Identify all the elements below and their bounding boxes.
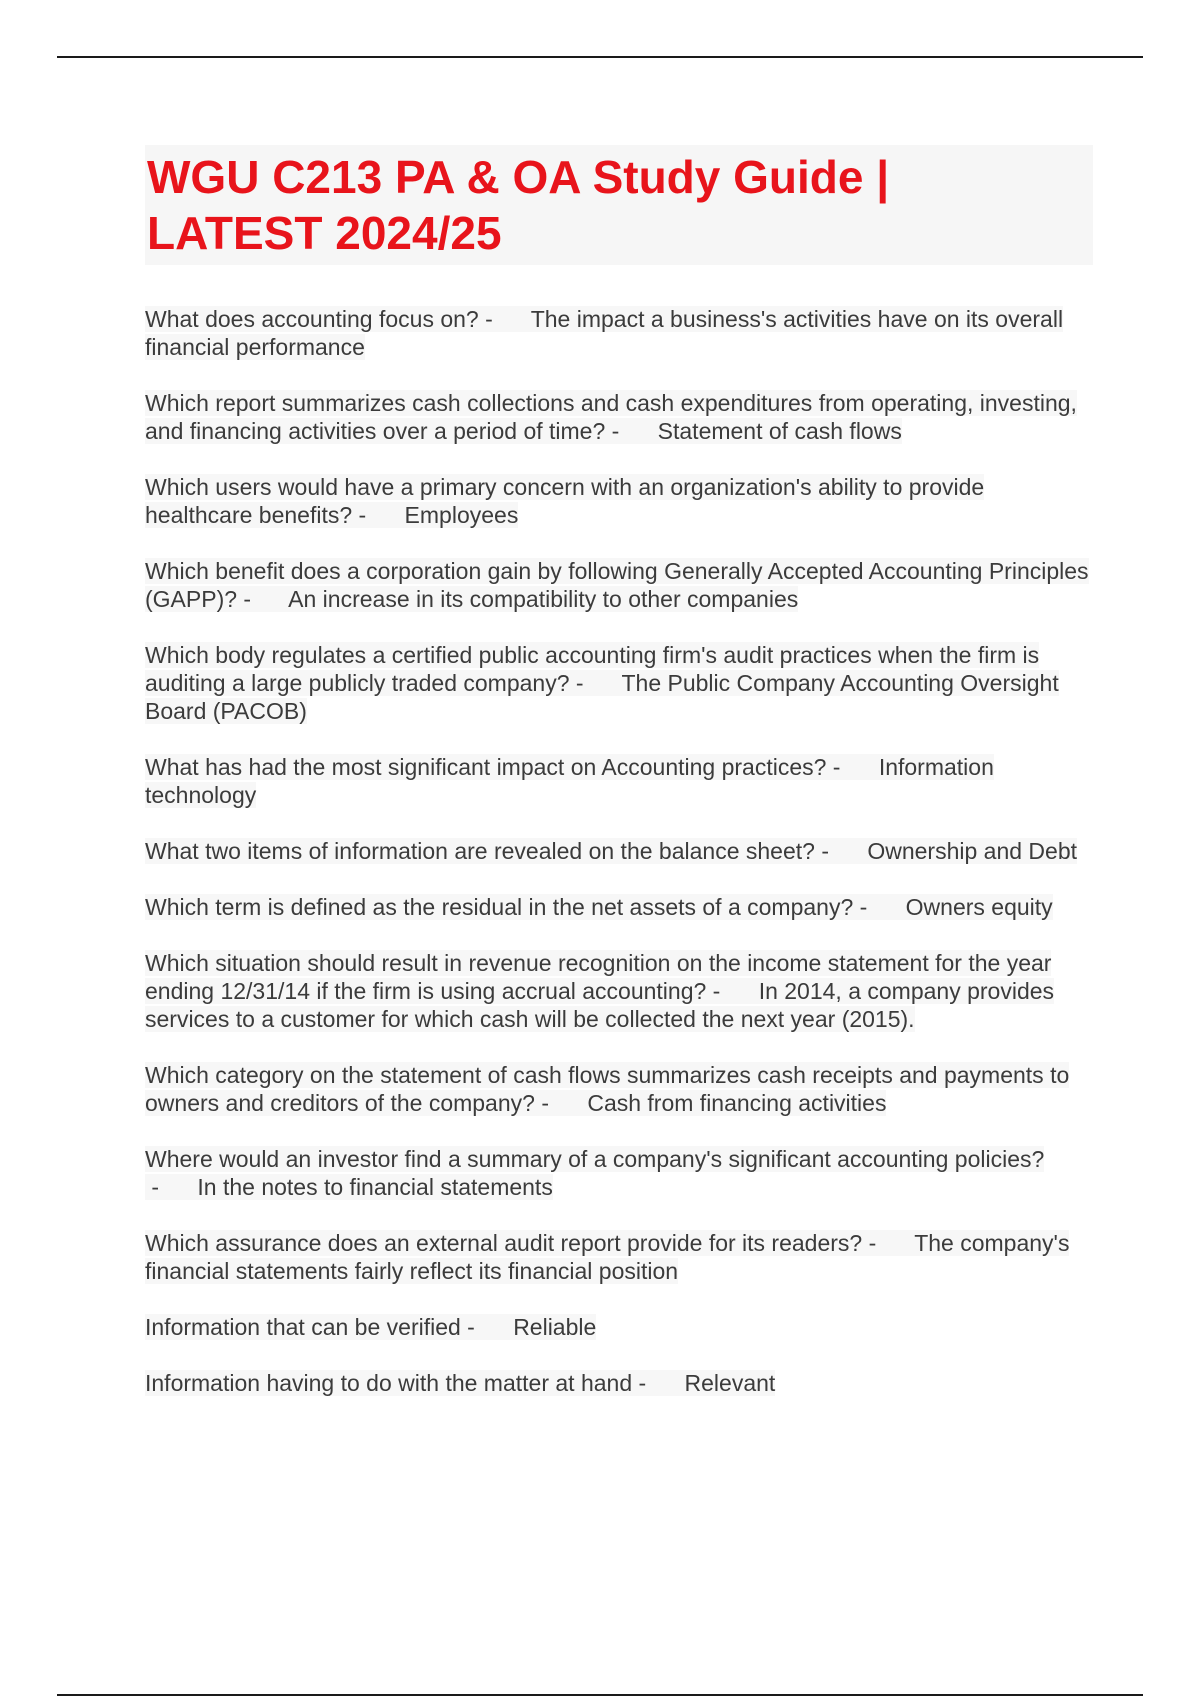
title-block	[145, 145, 1093, 265]
qa-item	[145, 1313, 1093, 1341]
answer-text: An increase in its compatibility to other companies	[288, 586, 799, 612]
qa-item	[145, 1369, 1093, 1397]
question-text: What has had the most significant impact on Accounting practices?	[145, 754, 827, 780]
question-text: Which assurance does an external audit report provide for its readers?	[145, 1230, 863, 1256]
answer-text: Statement of cash flows	[657, 418, 902, 444]
qa-separator: -	[632, 1370, 685, 1396]
answer-text: In the notes to financial statements	[197, 1174, 553, 1200]
qa-separator: -	[706, 978, 759, 1004]
qa-item	[145, 949, 1093, 1033]
qa-separator: -	[862, 1230, 915, 1256]
answer-text: The Public Company Accounting Oversight Board (PACOB)	[145, 670, 1059, 724]
question-text: Which benefit does a corporation gain by following Generally Accepted Accounting Principles (GAPP)?	[145, 558, 1089, 612]
qa-item	[145, 1061, 1093, 1117]
qa-separator: -	[237, 586, 289, 612]
qa-separator: -	[352, 502, 405, 528]
answer-text: The impact a business's activities have on its overall financial performance	[145, 306, 1064, 360]
document-title: WGU C213 PA & OA Study Guide | LATEST 2024/25	[147, 151, 890, 259]
qa-item	[145, 305, 1093, 361]
question-text: Where would an investor find a summary of a company's significant accounting policies?	[145, 1146, 1045, 1172]
qa-item	[145, 753, 1093, 809]
answer-text: In 2014, a company provides services to a customer for which cash will be collected the next year (2015).	[145, 978, 1055, 1032]
question-text: Information having to do with the matter at hand	[145, 1370, 633, 1396]
qa-item	[145, 389, 1093, 445]
question-text: Which category on the statement of cash flows summarizes cash receipts and payments to owners and creditors of the company?	[145, 1062, 1070, 1116]
question-text: What does accounting focus on?	[145, 306, 479, 332]
qa-list	[145, 305, 1093, 1397]
qa-separator: -	[478, 306, 531, 332]
qa-separator: -	[534, 1090, 588, 1116]
question-text: Which term is defined as the residual in the net assets of a company?	[145, 894, 854, 920]
qa-item	[145, 473, 1093, 529]
qa-separator: -	[814, 838, 868, 864]
qa-item	[145, 641, 1093, 725]
question-text: Which situation should result in revenue recognition on the income statement for the year ending 12/31/14 if the firm is using accrual accounting?	[145, 950, 1052, 1004]
qa-separator: -	[569, 670, 622, 696]
qa-separator: -	[460, 1314, 514, 1340]
qa-item	[145, 557, 1093, 613]
qa-separator: -	[605, 418, 658, 444]
qa-item	[145, 837, 1093, 865]
question-text: Which report summarizes cash collections and cash expenditures from operating, investing, and financing activities over a period of time?	[145, 390, 1077, 444]
qa-item	[145, 1145, 1093, 1201]
qa-item	[145, 1229, 1093, 1285]
document-body	[145, 145, 1093, 1425]
answer-text: Relevant	[684, 1370, 776, 1396]
bottom-rule	[57, 1694, 1143, 1696]
answer-text: The company's financial statements fairly reflect its financial position	[145, 1230, 1070, 1284]
question-text: Which users would have a primary concern with an organization's ability to provide healthcare benefits?	[145, 474, 985, 528]
question-text: Which body regulates a certified public accounting firm's audit practices when the firm is auditing a large publicly traded company?	[145, 642, 1040, 696]
question-text: What two items of information are revealed on the balance sheet?	[145, 838, 815, 864]
qa-item	[145, 893, 1093, 921]
answer-text: Cash from financing activities	[587, 1090, 887, 1116]
qa-separator: -	[826, 754, 879, 780]
qa-separator: -	[145, 1174, 198, 1200]
answer-text: Reliable	[513, 1314, 597, 1340]
answer-text: Ownership and Debt	[867, 838, 1078, 864]
answer-text: Information technology	[145, 754, 994, 808]
top-rule	[57, 56, 1143, 58]
question-text: Information that can be verified	[145, 1314, 461, 1340]
qa-separator: -	[853, 894, 906, 920]
answer-text: Owners equity	[905, 894, 1053, 920]
answer-text: Employees	[404, 502, 519, 528]
